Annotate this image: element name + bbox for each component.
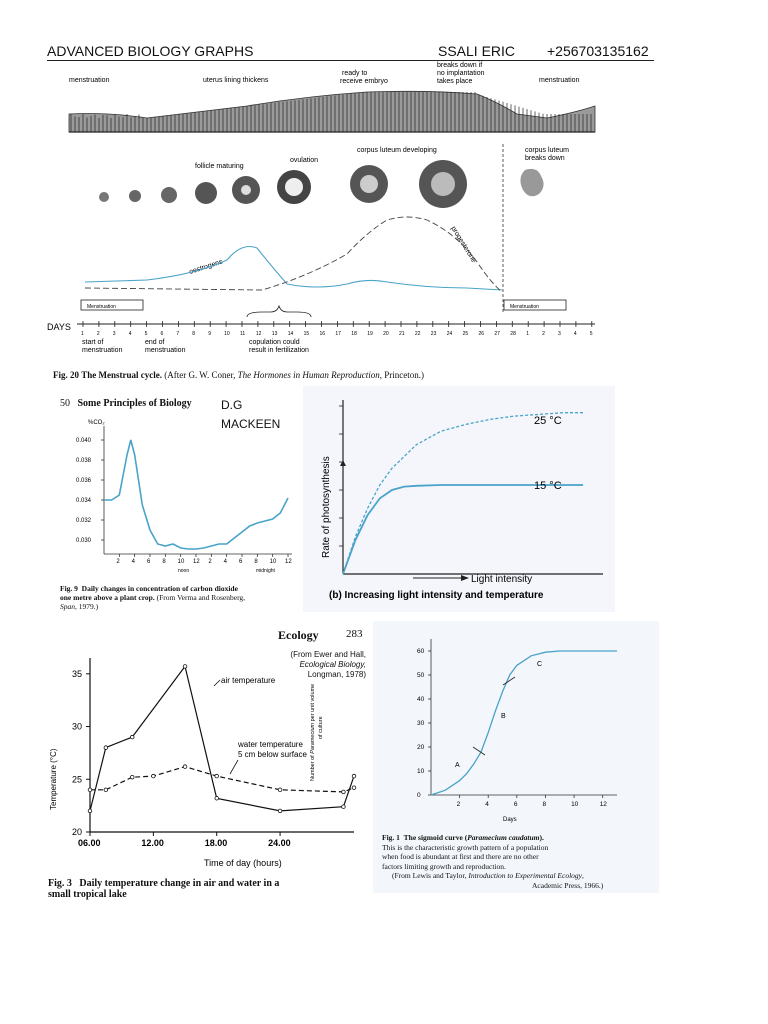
fig1-ytick-label: 0: [417, 792, 421, 799]
photo-curve-25c: [343, 413, 583, 574]
day-tick-label: 12: [255, 331, 262, 337]
fig20-label-corpus-break2: breaks down: [525, 155, 565, 162]
fig20-label-end: end of: [145, 339, 165, 346]
fig3-data-point: [342, 790, 346, 794]
day-tick-label: 4: [573, 331, 577, 337]
day-tick-label: 2: [542, 331, 545, 337]
fig9-xtick-label: 10: [269, 559, 277, 565]
fig1-sigmoid-line: [431, 651, 617, 795]
svg-text:Number of Paramecium per unit: [310, 684, 316, 781]
fig1-xtick-label: 6: [513, 801, 518, 808]
fig20-label-ovulation: ovulation: [290, 157, 319, 164]
fig20-label-start2: menstruation: [82, 347, 123, 354]
fig9-xtick-label: 12: [285, 559, 292, 565]
fig9-co2-chart: [60, 412, 300, 574]
fig3-data-point: [278, 809, 282, 813]
fig1-caption-num: Fig. 1: [382, 833, 400, 842]
fig9-book-page: 50: [60, 398, 70, 409]
fig3-data-point: [352, 774, 356, 778]
photo-curve-15c: [343, 485, 583, 574]
fig3-data-point: [352, 786, 356, 790]
fig20-label-copulation: copulation could: [249, 339, 300, 346]
fig3-xtick-label: 06.00: [78, 838, 101, 848]
fig9-co2-line: [104, 440, 288, 549]
fig20-label-breaks: breaks down if: [437, 62, 483, 69]
day-tick-label: 9: [208, 331, 211, 337]
day-tick-label: 7: [176, 331, 180, 337]
fig3-ytick-label: 35: [72, 668, 83, 679]
fig1-ylabel2: Paramecium: [310, 722, 316, 754]
fig20-label-breaks2: no implantation: [437, 70, 485, 77]
fig9-ytick-label: 0.034: [76, 498, 92, 504]
uterus-lining-band: [69, 91, 595, 132]
fig9-caption4: Span: [60, 602, 75, 611]
fig3-ytick-label: 25: [72, 774, 83, 785]
fig1-caption4: factors limiting growth and reproduction.: [382, 861, 506, 871]
day-tick-label: 21: [399, 331, 405, 337]
day-tick-label: 8: [192, 331, 196, 337]
fig9-book-title: Some Principles of Biology: [77, 398, 192, 409]
fig3-caption1: Daily temperature change in air and water in a: [79, 878, 280, 889]
fig9-midnight: midnight: [256, 568, 275, 574]
fig20-svg: [47, 62, 607, 390]
fig9-caption2: one metre above a plant crop.: [60, 593, 155, 602]
fig3-xtick-label: 24.00: [268, 838, 291, 848]
fig9-xtick-label: 8: [162, 559, 166, 565]
fig1-caption-species: Paramecium caudatum: [467, 833, 540, 842]
day-tick-label: 16: [319, 331, 326, 337]
fig3-ylabel: Temperature (°C): [49, 748, 58, 810]
progesterone-curve: [85, 217, 502, 292]
fig9-xtick-label: 12: [193, 559, 200, 565]
oestrogen-curve: [85, 247, 502, 291]
fig3-caption-num: Fig. 3: [48, 878, 72, 889]
fig9-caption: [60, 584, 310, 611]
fig3-data-point: [215, 796, 219, 800]
fig1-xtick-label: 12: [599, 801, 607, 808]
fig1-ylabel1: Number of: [310, 755, 316, 781]
fig1-xtick-label: 8: [542, 801, 547, 808]
day-tick-label: 1: [526, 331, 529, 337]
fig20-label-breaks3: takes place: [437, 78, 473, 85]
fig20-label-menstruation-right: menstruation: [539, 77, 580, 84]
fig20-label-follicle: follicle maturing: [195, 163, 244, 170]
follicle-stages: [99, 160, 544, 208]
fig1-caption5c: ,: [581, 871, 584, 880]
page-header-title: ADVANCED BIOLOGY GRAPHS: [47, 43, 254, 59]
day-tick-label: 5: [589, 331, 593, 337]
fig20-caption-book: The Hormones in Human Reproduction: [237, 370, 380, 380]
fig20-caption-title: The Menstrual cycle.: [81, 370, 162, 380]
fig1-caption6: Academic Press, 1966.): [532, 880, 604, 890]
fig20-menstrual-cycle: [47, 62, 607, 390]
fig20-label-copulation2: result in fertilization: [249, 347, 309, 354]
fig3-data-point: [215, 774, 219, 778]
fig9-author2: MACKEEN: [221, 417, 281, 431]
day-ticks: [81, 321, 593, 337]
fig3-xtick-label: 18.00: [204, 838, 228, 848]
day-tick-label: 3: [112, 331, 116, 337]
fig1-xtick-label: 2: [456, 801, 461, 808]
fig9-xtick-label: 10: [177, 559, 185, 565]
fig1-caption-title: The sigmoid curve (: [403, 833, 468, 842]
fig1-label-C: C: [537, 661, 543, 668]
fig20-label-ready: ready to: [342, 70, 368, 77]
fig3-src1: (From Ewer and Hall,: [290, 650, 366, 659]
fig3-water-label1: water temperature: [238, 740, 303, 749]
fig20-label-corpus-break: corpus luteum: [525, 147, 569, 154]
fig1-caption5b: Introduction to Experimental Ecology: [468, 871, 582, 880]
day-tick-label: 4: [128, 331, 132, 337]
fig3-caption2: small tropical lake: [48, 889, 127, 900]
fig9-xtick-label: 8: [254, 559, 258, 565]
day-tick-label: 17: [335, 331, 341, 337]
fig20-days-label: DAYS: [47, 322, 71, 332]
fig1-xlabel: Days: [503, 817, 517, 823]
fig3-caption: [48, 878, 279, 900]
day-tick-label: 10: [224, 331, 230, 337]
fig3-data-point: [278, 788, 282, 792]
fig20-caption: [53, 370, 424, 380]
fig20-caption-end: , Princeton.): [379, 370, 425, 380]
fig9-ytick-label: 0.040: [76, 438, 92, 444]
fig1-ylabel3: per unit volume: [310, 683, 316, 722]
fig20-label-corpus-dev: corpus luteum developing: [357, 147, 437, 154]
fig1-ytick-label: 10: [417, 768, 425, 775]
fig3-data-point: [152, 774, 156, 778]
day-tick-label: 26: [478, 331, 485, 337]
fig3-temperature-chart: [44, 650, 374, 875]
day-tick-label: 6: [160, 331, 164, 337]
fig20-label-progesterone: progesterone: [449, 225, 478, 265]
page-header-phone: +256703135162: [547, 43, 649, 59]
day-tick-label: 3: [558, 331, 561, 337]
fig1-caption: [382, 833, 622, 890]
fig1-ylabel4: of culture: [318, 716, 324, 739]
day-tick-label: 15: [303, 331, 310, 337]
fig20-caption-num: Fig. 20: [53, 370, 79, 380]
photo-label-25: 25 °C: [534, 415, 562, 427]
fig1-ytick-label: 60: [417, 648, 425, 655]
day-tick-label: 5: [144, 331, 148, 337]
fig9-xtick-label: 2: [208, 559, 212, 565]
fig20-label-end2: menstruation: [145, 347, 186, 354]
fig3-ytick-label: 20: [72, 827, 83, 837]
fig1-xtick-label: 4: [485, 801, 489, 808]
fig9-ytick-label: 0.032: [76, 518, 92, 524]
photosynthesis-chart: [303, 386, 615, 612]
fig3-data-point: [88, 809, 92, 813]
fig3-air-label: air temperature: [221, 676, 276, 685]
photo-label-15: 15 °C: [534, 480, 562, 492]
photo-xlabel: Light intensity: [471, 574, 533, 585]
day-tick-label: 18: [351, 331, 357, 337]
fig9-xtick-label: 4: [131, 559, 136, 565]
fig3-water-label2: 5 cm below surface: [238, 750, 307, 759]
fig1-caption-title-end: ).: [539, 833, 544, 842]
fig3-src3: Longman, 1978): [307, 670, 366, 679]
fig1-caption5: (From Lewis and Taylor,: [392, 871, 469, 880]
fig20-caption-src: (After G. W. Coner,: [164, 370, 238, 380]
fig20-label-start: start of: [82, 339, 104, 346]
fig3-book-title: Ecology: [278, 628, 319, 642]
day-tick-label: 1: [81, 331, 84, 337]
fig3-data-point: [104, 788, 108, 792]
fig20-bar-right: Menstruation: [510, 304, 539, 310]
fig9-xtick-label: 2: [116, 559, 120, 565]
page-header-author: SSALI ERIC: [438, 43, 516, 59]
fig20-label-menstruation-left: menstruation: [69, 77, 110, 84]
fig3-book-page: 283: [346, 628, 363, 640]
photo-caption: (b) Increasing light intensity and temperature: [329, 590, 544, 601]
fig3-data-point: [130, 775, 134, 779]
fig9-noon: noon: [178, 568, 190, 574]
fig9-author1: D.G: [221, 398, 243, 412]
fig1-ytick-label: 20: [417, 744, 425, 751]
fig9-caption1: Daily changes in concentration of carbon dioxide: [81, 584, 238, 593]
fig9-xtick-label: 6: [239, 559, 243, 565]
fig3-src2: Ecological Biology,: [299, 660, 366, 669]
fig3-data-point: [342, 805, 346, 809]
day-tick-label: 27: [494, 331, 500, 337]
fig3-data-point: [183, 665, 187, 669]
fig3-data-point: [88, 788, 92, 792]
fig9-caption5: , 1979.): [75, 602, 99, 611]
fig1-caption3: when food is abundant at first and there are no other: [382, 852, 539, 861]
fig9-ytick-label: 0.030: [76, 538, 92, 544]
fig1-label-B: B: [501, 713, 506, 720]
fig20-label-ready2: receive embryo: [340, 78, 388, 85]
day-tick-label: 23: [430, 331, 437, 337]
fig1-ytick-label: 40: [417, 696, 425, 703]
day-tick-label: 2: [96, 331, 100, 337]
fig20-label-uterus: uterus lining thickens: [203, 77, 269, 84]
fig9-ylabel: %CO₂: [88, 420, 105, 426]
fig3-ytick-label: 30: [72, 721, 83, 732]
fig20-label-oestrogens: oestrogens: [188, 258, 224, 276]
fig9-caption-num: Fig. 9: [60, 584, 78, 593]
fig3-xlabel: Time of day (hours): [204, 858, 282, 868]
fig1-label-A: A: [455, 762, 460, 769]
fig9-ytick-label: 0.036: [76, 478, 92, 484]
fig1-ytick-label: 50: [417, 672, 425, 679]
day-tick-label: 22: [414, 331, 421, 337]
fig9-book-header: [60, 398, 192, 409]
header-rule: [47, 60, 654, 61]
fig3-data-point: [183, 765, 187, 769]
day-tick-label: 24: [446, 331, 453, 337]
day-tick-label: 25: [462, 331, 469, 337]
day-tick-label: 14: [287, 331, 294, 337]
day-tick-label: 19: [367, 331, 373, 337]
fig9-ytick-label: 0.038: [76, 458, 92, 464]
photo-ylabel: Rate of photosynthesis: [321, 456, 332, 558]
fig9-caption3: (From Verma and Rosenberg,: [156, 593, 246, 602]
fig20-bar-left: Menstruation: [87, 304, 116, 310]
fig1-ytick-label: 30: [417, 720, 425, 727]
fig3-data-point: [104, 746, 108, 750]
fig3-data-point: [130, 735, 134, 739]
fig9-xtick-label: 4: [223, 559, 228, 565]
fig1-caption2: This is the characteristic growth pattern of a population: [382, 842, 549, 852]
day-tick-label: 28: [510, 331, 516, 337]
fig3-xtick-label: 12.00: [141, 838, 164, 848]
day-tick-label: 11: [240, 331, 246, 337]
fig1-xtick-label: 10: [571, 801, 579, 808]
day-tick-label: 20: [383, 331, 389, 337]
day-tick-label: 13: [271, 331, 278, 337]
fig9-xtick-label: 6: [147, 559, 151, 565]
